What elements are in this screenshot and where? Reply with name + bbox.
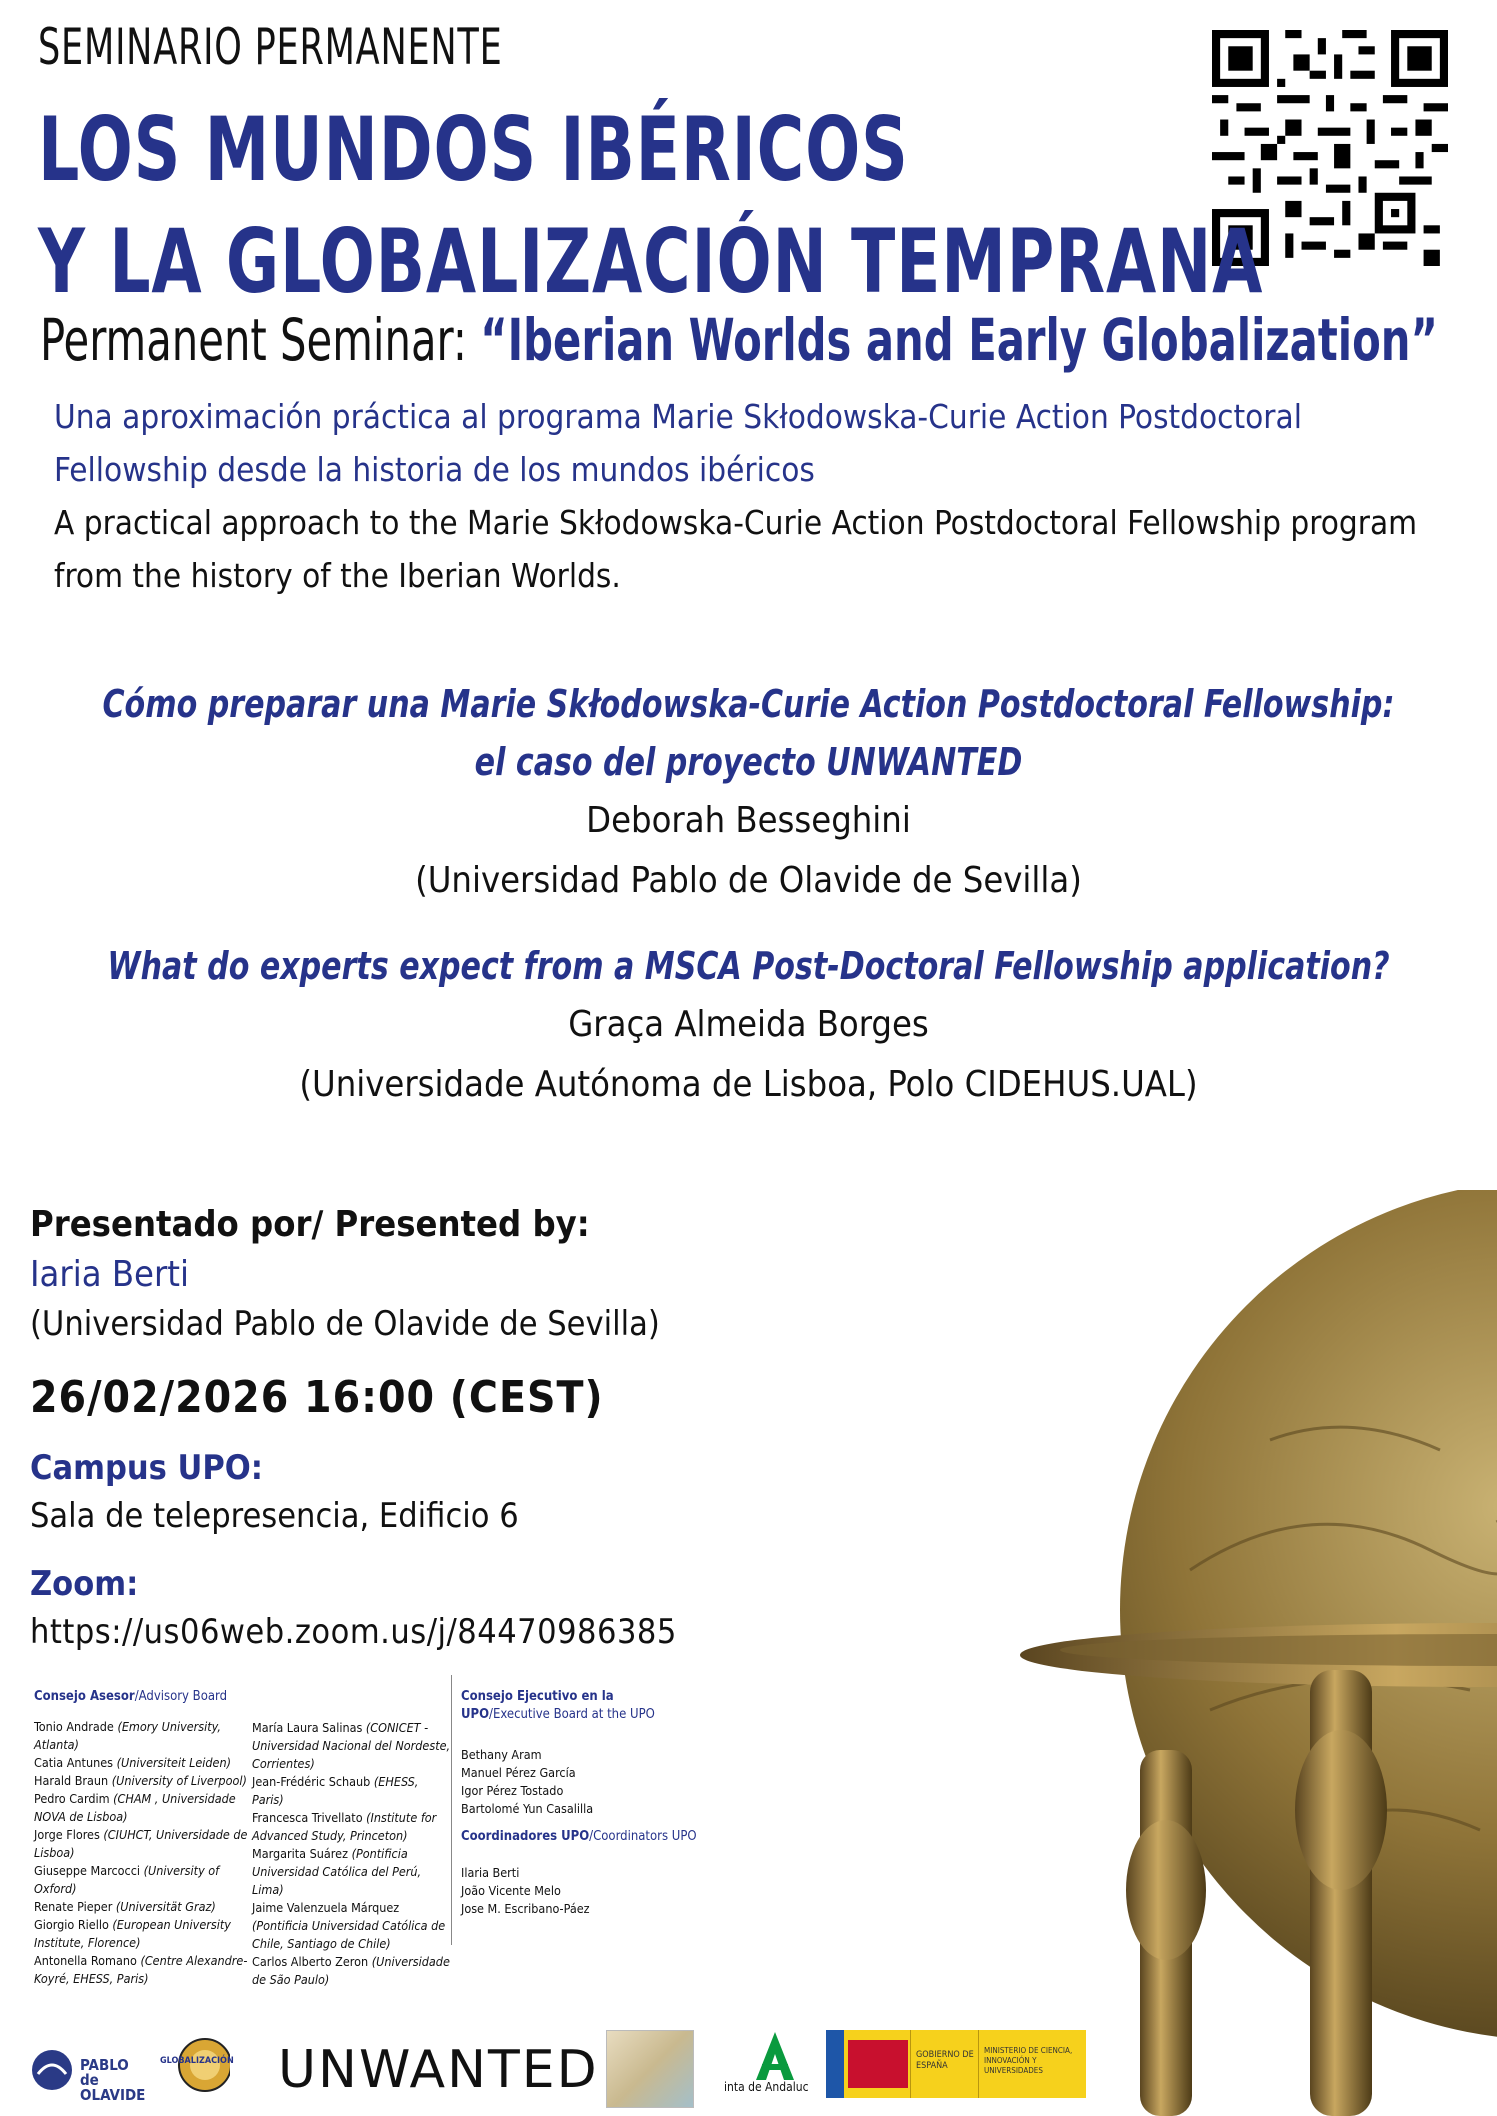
talk-1 xyxy=(0,675,1497,911)
junta-andalucia-logo xyxy=(740,2030,810,2082)
zoom-label: Zoom: xyxy=(30,1564,139,1604)
executive-heading-es: Consejo Ejecutivo en la UPO xyxy=(461,1689,614,1722)
historia-globalizacion-logo: GLOBALIZACIÓN xyxy=(160,2030,250,2100)
board-member: Catia Antunes (Universiteit Leiden) xyxy=(34,1755,231,1770)
executive-member: Bartolomé Yun Casalilla xyxy=(461,1801,594,1816)
board-member: Giorgio Riello (European University Institute, Florence) xyxy=(34,1917,231,1950)
talk-1-title-line-2: el caso del proyecto UNWANTED xyxy=(474,740,1023,784)
globe-illustration xyxy=(1010,1190,1497,2116)
talk-1-institution: (Universidad Pablo de Olavide de Sevilla) xyxy=(415,860,1082,901)
coordinators-heading-es: Coordinadores UPO xyxy=(461,1829,590,1844)
permanent-title: “Iberian Worlds and Early Globalization” xyxy=(480,306,1438,374)
intro-spanish: Una aproximación práctica al programa Marie Skłodowska-Curie Action Postdoctoral Fellowship desde la historia de los mundos ibéricos xyxy=(54,397,1302,489)
title-line-1: LOS MUNDOS IBÉRICOS xyxy=(38,98,909,201)
talk-2-speaker: Graça Almeida Borges xyxy=(568,1004,929,1045)
coordinator: Jose M. Escribano-Páez xyxy=(461,1901,590,1916)
board-member: Renate Pieper (Universität Graz) xyxy=(34,1899,216,1914)
title-line-2: Y LA GLOBALIZACIÓN TEMPRANA xyxy=(38,210,1264,313)
executive-member: Igor Pérez Tostado xyxy=(461,1783,564,1798)
event-datetime: 26/02/2026 16:00 (CEST) xyxy=(30,1372,604,1423)
board-member: Harald Braun (University of Liverpool) xyxy=(34,1773,247,1788)
advisory-board-col1 xyxy=(34,1688,249,1988)
advisory-heading-en: /Advisory Board xyxy=(134,1689,228,1704)
board-divider xyxy=(451,1675,452,1945)
executive-board xyxy=(461,1688,701,1918)
coordinator: Ilaria Berti xyxy=(461,1865,520,1880)
presented-by-label: Presentado por/ Presented by: xyxy=(30,1204,590,1245)
presenter-institution: (Universidad Pablo de Olavide de Sevilla) xyxy=(30,1304,660,1344)
map-book-logo xyxy=(606,2030,694,2108)
board-member: María Laura Salinas (CONICET - Universidad Nacional del Nordeste, Corrientes) xyxy=(252,1720,451,1771)
talk-1-speaker: Deborah Besseghini xyxy=(586,800,911,841)
talk-1-title-line-1: Cómo preparar una Marie Skłodowska-Curie Action Postdoctoral Fellowship: xyxy=(102,682,1395,726)
campus-location: Sala de telepresencia, Edificio 6 xyxy=(30,1496,519,1536)
talk-2 xyxy=(0,937,1497,1115)
unwanted-logo: UNWANTED xyxy=(278,2040,599,2100)
coordinators-heading-en: /Coordinators UPO xyxy=(589,1829,697,1844)
talk-2-institution: (Universidade Autónoma de Lisboa, Polo CIDEHUS.UAL) xyxy=(299,1064,1198,1105)
board-member: Jean-Frédéric Schaub (EHESS, Paris) xyxy=(252,1774,419,1807)
zoom-link[interactable]: https://us06web.zoom.us/j/84470986385 xyxy=(30,1612,677,1652)
executive-member: Manuel Pérez García xyxy=(461,1765,576,1780)
board-member: Jaime Valenzuela Márquez (Pontificia Universidad Católica de Chile, Santiago de Chile) xyxy=(252,1900,446,1951)
board-member: Margarita Suárez (Pontificia Universidad Católica del Perú, Lima) xyxy=(252,1846,422,1897)
board-member: Jorge Flores (CIUHCT, Universidade de Lisboa) xyxy=(34,1827,248,1860)
coordinator: João Vicente Melo xyxy=(461,1883,561,1898)
board-member: Francesca Trivellato (Institute for Advanced Study, Princeton) xyxy=(252,1810,437,1843)
talk-2-title: What do experts expect from a MSCA Post-Doctoral Fellowship application? xyxy=(107,944,1390,988)
executive-member: Bethany Aram xyxy=(461,1747,542,1762)
board-member: Pedro Cardim (CHAM , Universidade NOVA de Lisboa) xyxy=(34,1791,236,1824)
campus-label: Campus UPO: xyxy=(30,1448,263,1488)
presenter-name: Iaria Berti xyxy=(30,1254,189,1295)
board-member: Giuseppe Marcocci (University of Oxford) xyxy=(34,1863,220,1896)
advisory-heading-es: Consejo Asesor xyxy=(34,1689,135,1704)
intro-english: A practical approach to the Marie Skłodowska-Curie Action Postdoctoral Fellowship program from the history of the Iberian Worlds. xyxy=(54,503,1418,595)
advisory-board-col2 xyxy=(252,1719,452,1989)
junta-andalucia-label: inta de Andaluc xyxy=(724,2080,809,2094)
board-member: Carlos Alberto Zeron (Universidade de São Paulo) xyxy=(252,1954,450,1987)
pablo-olavide-logo: PABLO de OLAVIDE xyxy=(30,2048,150,2092)
talks-section xyxy=(0,675,1497,1115)
permanent-seminar-heading xyxy=(40,306,1438,374)
gobierno-espana-logo: GOBIERNO DE ESPAÑA MINISTERIO DE CIENCIA, INNOVACIÓN Y UNIVERSIDADES xyxy=(826,2030,1086,2098)
seminar-kicker: SEMINARIO PERMANENTE xyxy=(38,18,503,76)
board-member: Antonella Romano (Centre Alexandre-Koyré, EHESS, Paris) xyxy=(34,1953,248,1986)
permanent-prefix: Permanent Seminar: xyxy=(40,306,481,374)
board-member: Tonio Andrade (Emory University, Atlanta) xyxy=(34,1719,221,1752)
executive-heading-en: /Executive Board at the UPO xyxy=(489,1707,655,1722)
